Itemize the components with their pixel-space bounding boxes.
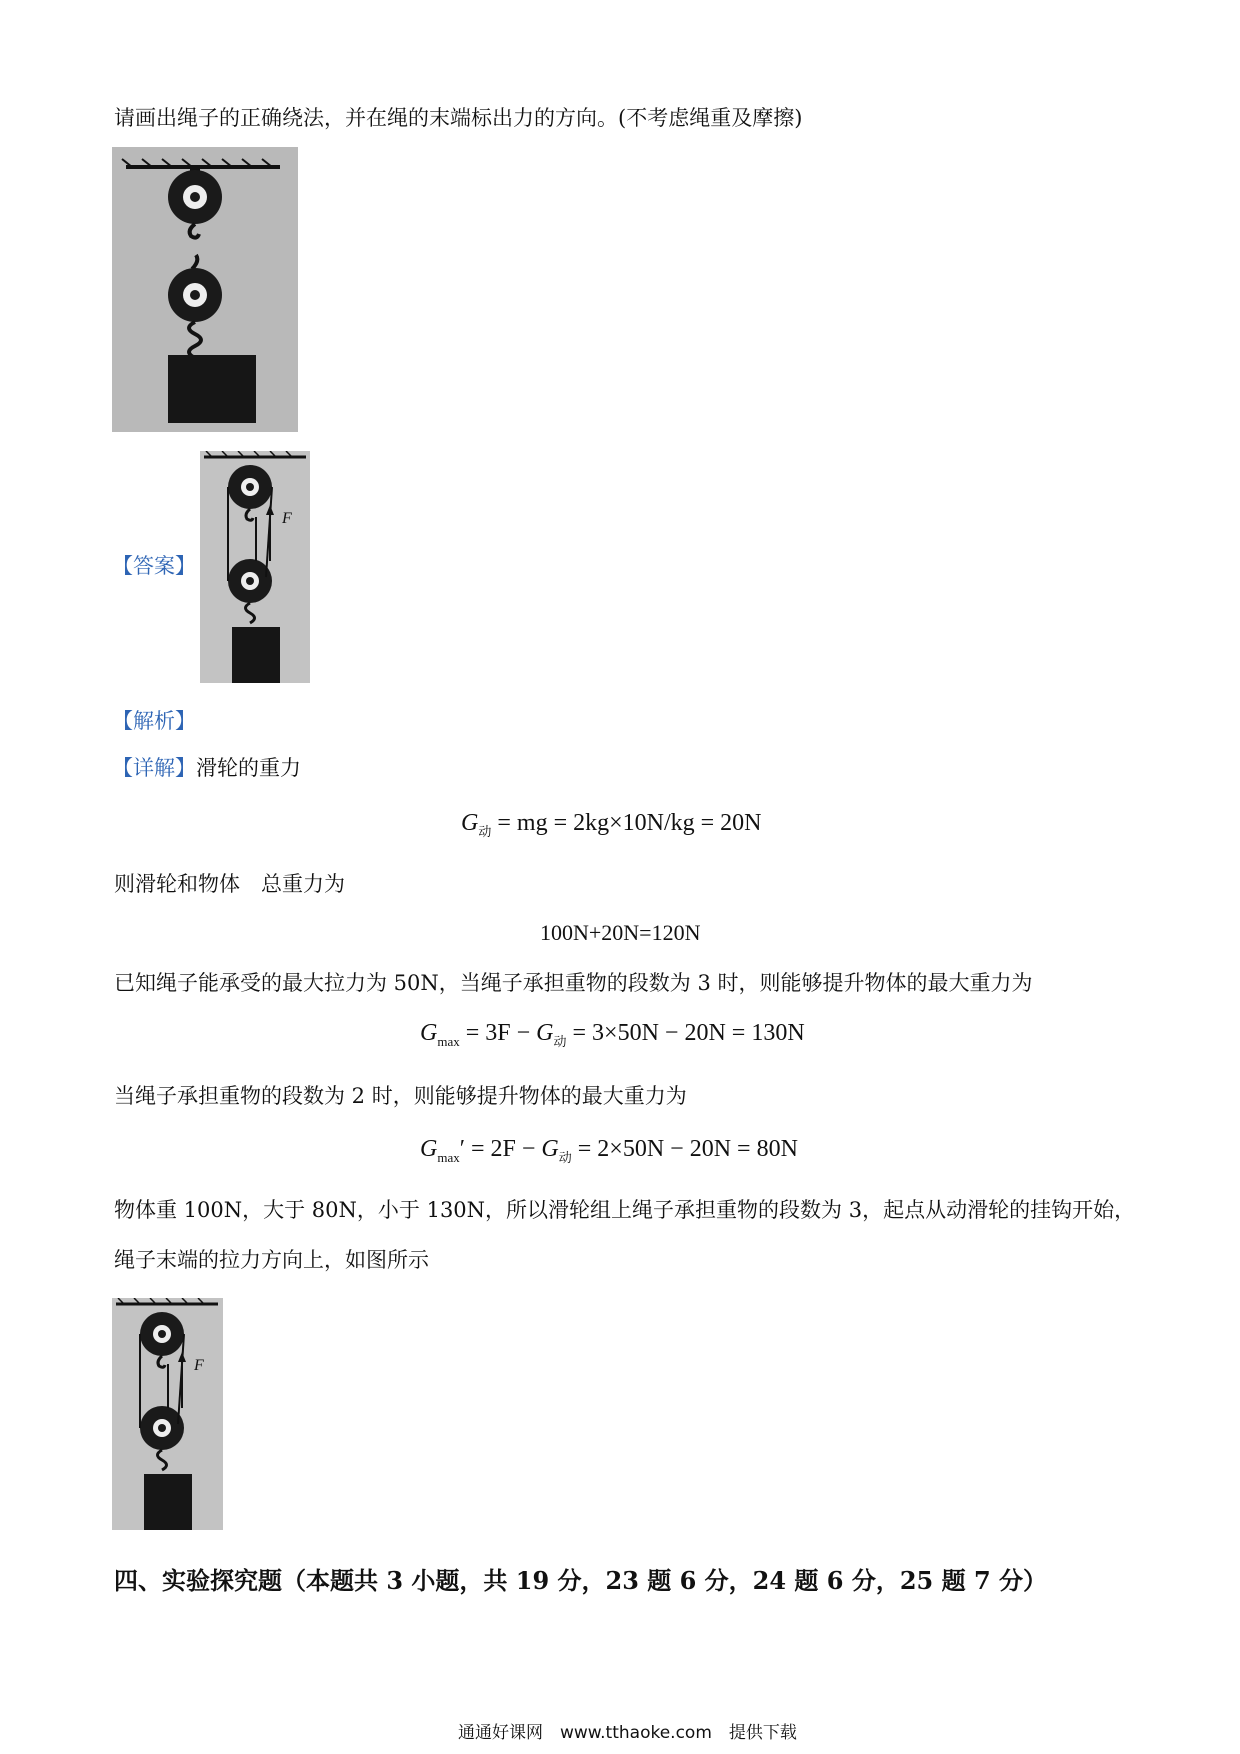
pulley-question-figure xyxy=(112,147,298,432)
detail-line xyxy=(112,754,301,782)
pulley-solution-diagram xyxy=(112,1298,223,1530)
answer-label: 【答案】 xyxy=(112,554,196,578)
pulley-solution-figure xyxy=(112,1298,223,1530)
text-line-4: 当绳子承担重物的段数为 2 时，则能够提升物体的最大重力为 xyxy=(114,1084,687,1108)
text-line-6: 绳子末端的拉力方向上，如图所示 xyxy=(114,1248,429,1272)
equation-2: 100N+20N=120N xyxy=(540,920,701,945)
text-line-2: 则滑轮和物体 总重力为 xyxy=(114,872,345,896)
equation-4: $G_{max}' = 2F - G_动 = 2\times 50N - 20N = 80N$ xyxy=(420,1136,798,1165)
force-label: F xyxy=(194,1357,204,1374)
pulley-answer-figure xyxy=(200,451,310,683)
analysis-label: 【解析】 xyxy=(112,709,196,733)
equation-1: $G_动$ = mg = 2kg×10N/kg = 20N xyxy=(461,810,762,839)
question-text: 请画出绳子的正确绕法，并在绳的末端标出力的方向。(不考虑绳重及摩擦) xyxy=(114,106,803,130)
equation-3: $G_{max} = 3F - G_动 = 3\times 50N - 20N = 130N$ xyxy=(420,1020,805,1049)
pulley-answer-diagram xyxy=(200,451,310,683)
text-line-5: 物体重 100N，大于 80N，小于 130N，所以滑轮组上绳子承担重物的段数为 3，起点从动滑轮的挂钩开始， xyxy=(114,1198,1136,1222)
section-heading: 四、实验探究题（本题共 3 小题，共 19 分，23 题 6 分，24 题 6 分，25 题 7 分） xyxy=(114,1566,1048,1595)
force-label: F xyxy=(282,510,292,527)
pulley-diagram xyxy=(112,147,298,432)
page-footer: 通通好课网 www.tthaoke.com 提供下载 xyxy=(458,1723,797,1743)
detail-intro: 滑轮的重力 xyxy=(196,756,301,780)
detail-label: 【详解】 xyxy=(112,756,196,780)
text-line-3: 已知绳子能承受的最大拉力为 50N，当绳子承担重物的段数为 3 时，则能够提升物体的最大重力为 xyxy=(114,971,1033,995)
